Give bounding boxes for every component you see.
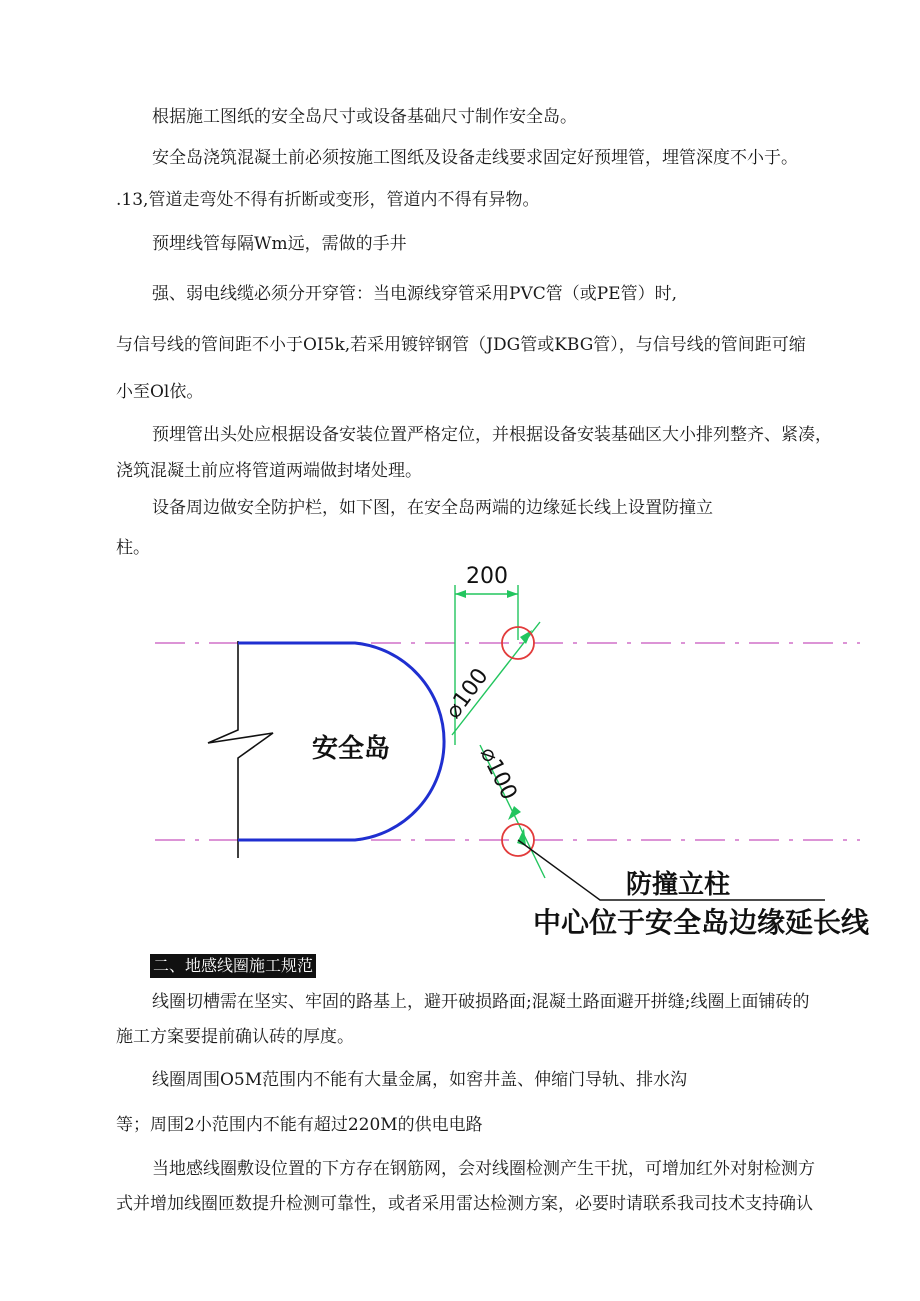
paragraph-6-cont: 柱。 — [116, 538, 150, 558]
paragraph-5-cont: 浇筑混凝土前应将管道两端做封堵处理。 — [116, 461, 422, 481]
paragraph-1: 根据施工图纸的安全岛尺寸或设备基础尺寸制作安全岛。 — [152, 107, 577, 127]
diameter-label-upper: ⌀100 — [440, 664, 494, 724]
break-line — [208, 641, 273, 858]
paragraph-5: 预埋管出头处应根据设备安装位置严格定位，并根据设备安装基础区大小排列整齐、紧凑， — [152, 425, 832, 445]
section-paragraph-3-cont: 式并增加线圈匝数提升检测可靠性，或者采用雷达检测方案，必要时请联系我司技术支持确认 — [116, 1194, 813, 1214]
diameter-label-lower: ⌀100 — [474, 743, 522, 805]
section-paragraph-2-cont: 等；周围2小范围内不能有超过220M的供电电路 — [116, 1115, 483, 1135]
callout-title: 防撞立柱 — [626, 870, 731, 900]
paragraph-4-cont: 与信号线的管间距不小于OI5k,若采用镀锌钢管（JDG管或KBG管），与信号线的管间距可缩 — [116, 335, 806, 355]
section-paragraph-1-cont: 施工方案要提前确认砖的厚度。 — [116, 1027, 354, 1047]
paragraph-2: 安全岛浇筑混凝土前必须按施工图纸及设备走线要求固定好预埋管，埋管深度不小于。 — [152, 148, 798, 168]
paragraph-6: 设备周边做安全防护栏，如下图，在安全岛两端的边缘延长线上设置防撞立 — [152, 498, 713, 518]
paragraph-3: 预埋线管每隔Wm远，需做的手井 — [152, 234, 407, 254]
dimension-label: 200 — [466, 564, 508, 589]
section-heading: 二、地感线圈施工规范 — [150, 954, 316, 978]
paragraph-4: 强、弱电线缆必须分开穿管：当电源线穿管采用PVC管（或PE管）时, — [152, 284, 677, 304]
section-paragraph-2: 线圈周围O5M范围内不能有大量金属，如窖井盖、伸缩门导轨、排水沟 — [152, 1070, 688, 1090]
callout-subtitle: 中心位于安全岛边缘延长线 — [533, 906, 870, 939]
island-label: 安全岛 — [312, 734, 391, 764]
section-paragraph-3: 当地感线圈敷设位置的下方存在钢筋网，会对线圈检测产生干扰，可增加红外对射检测方 — [152, 1159, 815, 1179]
paragraph-4-end: 小至Ol依。 — [116, 382, 204, 402]
paragraph-2-cont: .13,管道走弯处不得有折断或变形，管道内不得有异物。 — [116, 190, 540, 210]
section-paragraph-1: 线圈切槽需在坚实、牢固的路基上，避开破损路面;混凝土路面避开拼缝;线圈上面铺砖的 — [152, 992, 810, 1012]
